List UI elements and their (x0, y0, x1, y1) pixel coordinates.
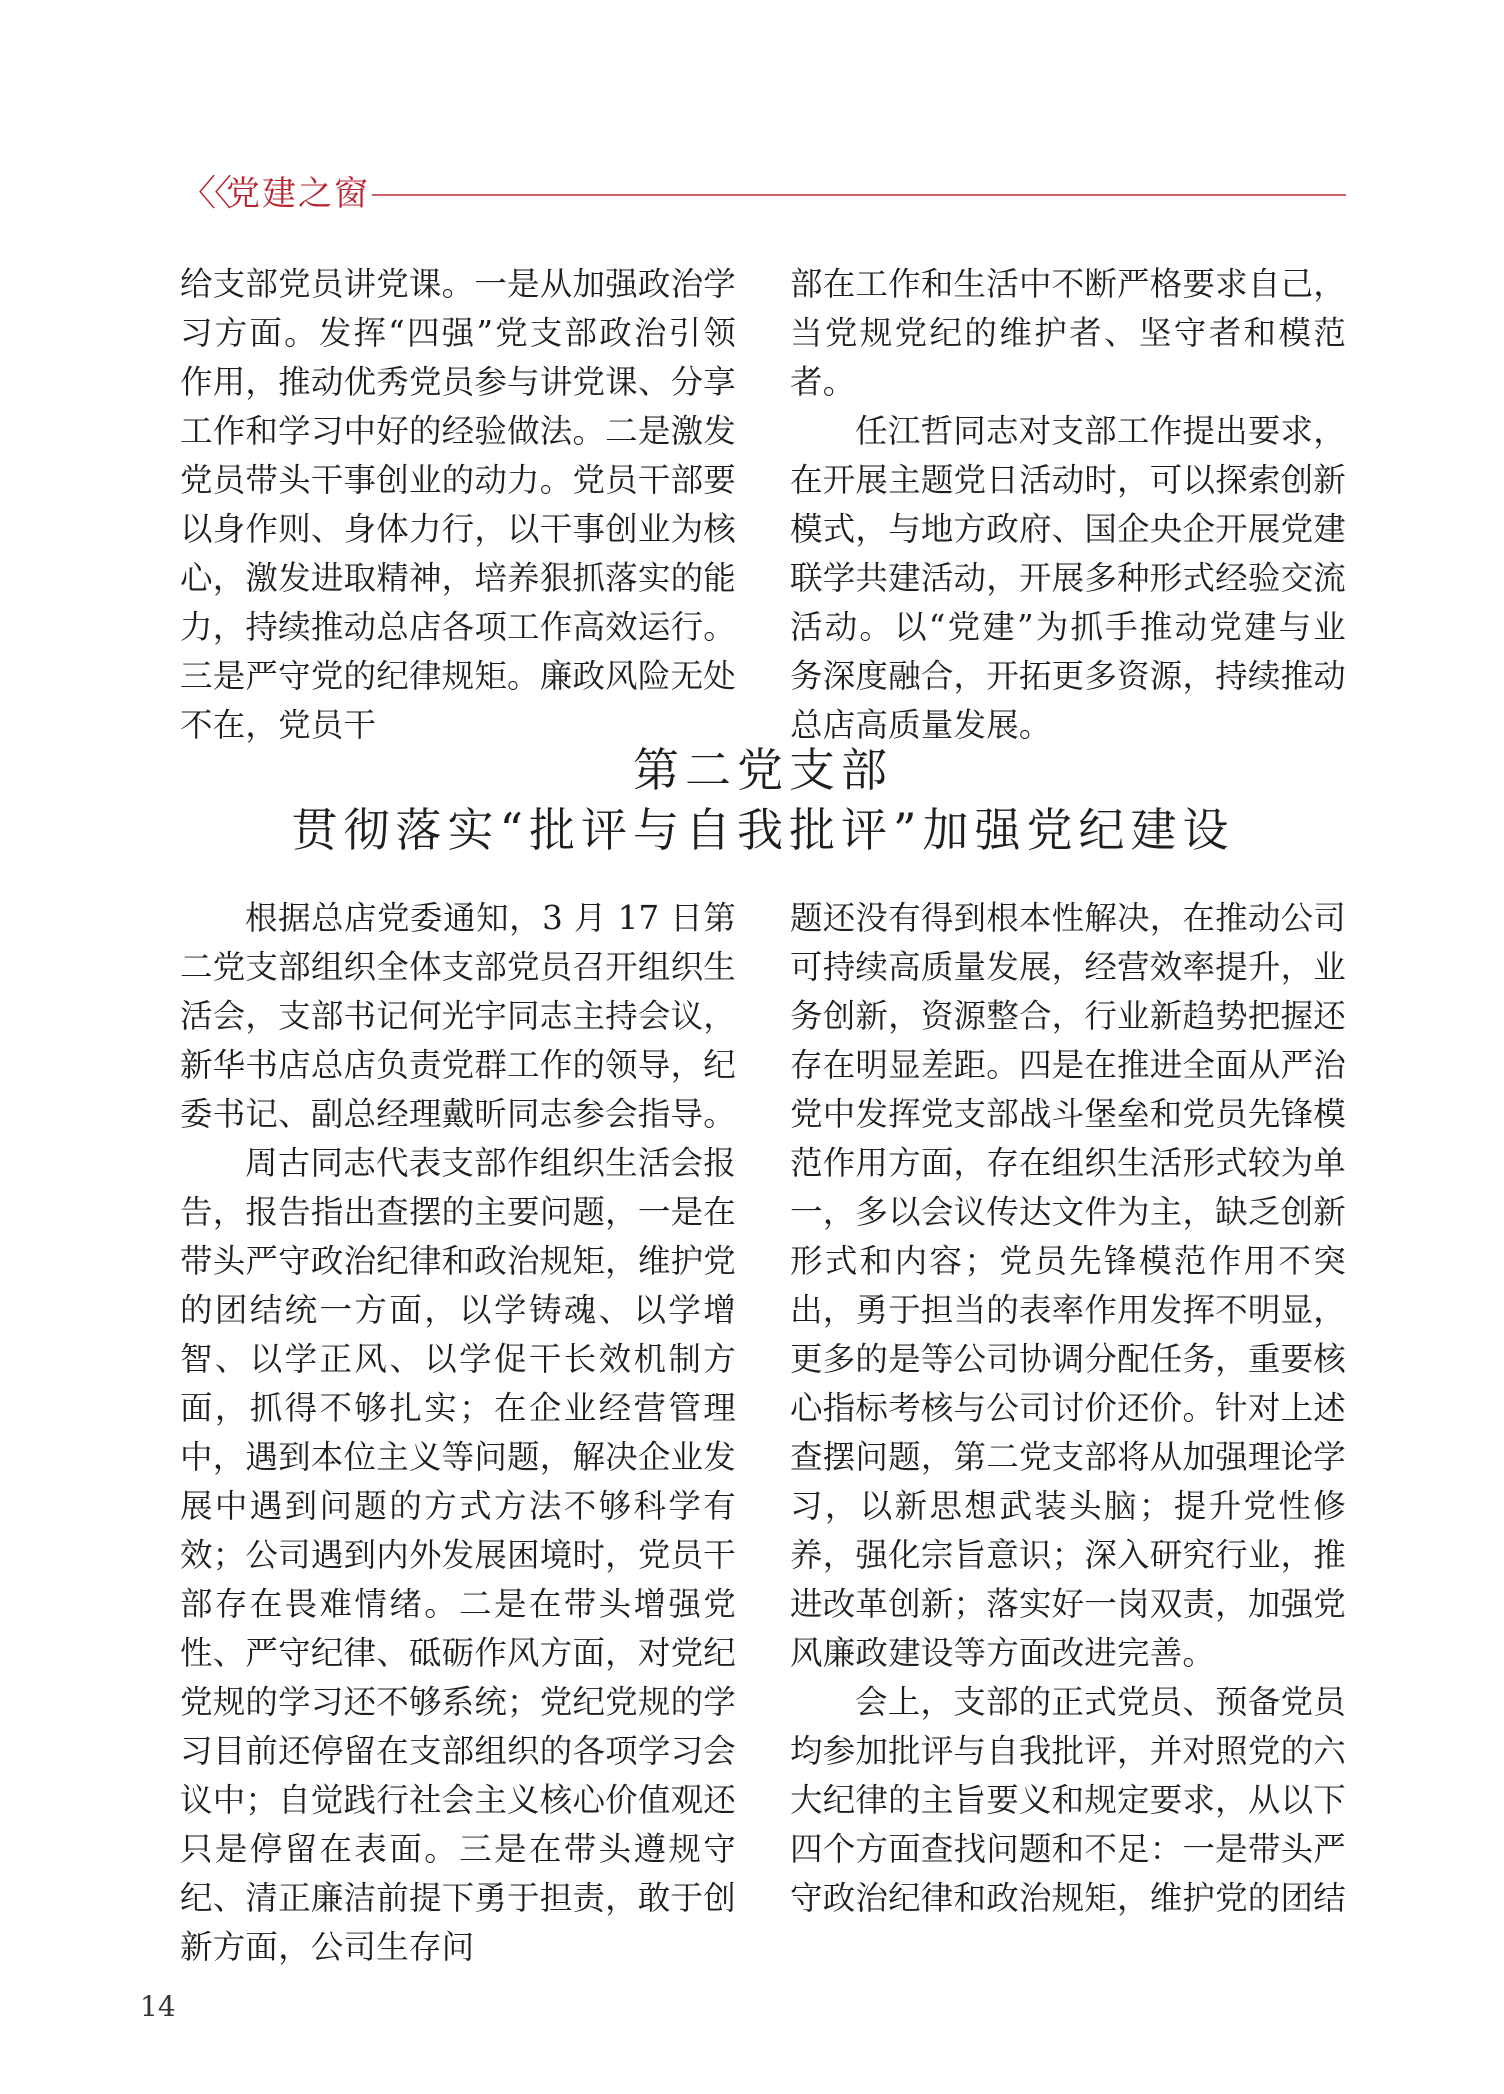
page-header (180, 170, 1346, 220)
paragraph: 会上，支部的正式党员、预备党员均参加批评与自我批评，并对照党的六大纪律的主旨要义和规定要求，从以下四个方面查找问题和不足：一是带头严守政治纪律和政治规矩，维护党的团结 (790, 1683, 1346, 1917)
paragraph: 根据总店党委通知，3 月 17 日第二党支部组织全体支部党员召开组织生活会，支部书记何光宇同志主持会议，新华书店总店负责党群工作的领导，纪委书记、副总经理戴昕同志参会指导。 (180, 899, 736, 1133)
article-column-top-left (180, 260, 736, 750)
section-subheading: 贯彻落实“批评与自我批评”加强党纪建设 (291, 803, 1235, 857)
double-chevron-left-icon: 〈〈 (180, 173, 231, 214)
paragraph: 周古同志代表支部作组织生活会报告，报告指出查摆的主要问题，一是在带头严守政治纪律和政治规矩，维护党的团结统一方面，以学铸魂、以学增智、以学正风、以学促干长效机制方面，抓得不够扎实；在企业经营管理中，遇到本位主义等问题，解决企业发展中遇到问题的方式方法不够科学有效；公司遇到内外发展困境时，党员干部存在畏难情绪。二是在带头增强党性、严守纪律、砥砺作风方面，对党纪党规的学习还不够系统；党纪党规的学习目前还停留在支部组织的各项学习会议中；自觉践行社会主义核心价值观还只是停留在表面。三是在带头遵规守纪、清正廉洁前提下勇于担责，敢于创新方面，公司生存问 (180, 1144, 736, 1966)
paragraph: 题还没有得到根本性解决，在推动公司可持续高质量发展，经营效率提升，业务创新，资源整合，行业新趋势把握还存在明显差距。四是在推进全面从严治党中发挥党支部战斗堡垒和党员先锋模范作用方面，存在组织生活形式较为单一，多以会议传达文件为主，缺乏创新形式和内容；党员先锋模范作用不突出，勇于担当的表率作用发挥不明显，更多的是等公司协调分配任务，重要核心指标考核与公司讨价还价。针对上述查摆问题，第二党支部将从加强理论学习，以新思想武装头脑；提升党性修养，强化宗旨意识；深入研究行业，推进改革创新；落实好一岗双责，加强党风廉政建设等方面改进完善。 (790, 899, 1346, 1672)
page-number: 14 (140, 1990, 176, 2023)
paragraph: 部在工作和生活中不断严格要求自己，当党规党纪的维护者、坚守者和模范者。 (790, 265, 1346, 401)
section-heading: 第二党支部 (633, 743, 893, 797)
header-rule (372, 194, 1346, 196)
article-column-bottom-left (180, 894, 736, 1972)
paragraph: 给支部党员讲党课。一是从加强政治学习方面。发挥“四强”党支部政治引领作用，推动优秀党员参与讲党课、分享工作和学习中好的经验做法。二是激发党员带头干事创业的动力。党员干部要以身作则、身体力行，以干事创业为核心，激发进取精神，培养狠抓落实的能力，持续推动总店各项工作高效运行。三是严守党的纪律规矩。廉政风险无处不在，党员干 (180, 265, 736, 744)
section-label: 党建之窗 (226, 174, 370, 214)
paragraph: 任江哲同志对支部工作提出要求，在开展主题党日活动时，可以探索创新模式，与地方政府、国企央企开展党建联学共建活动，开展多种形式经验交流活动。以“党建”为抓手推动党建与业务深度融合，开拓更多资源，持续推动总店高质量发展。 (790, 412, 1346, 744)
article-column-top-right (790, 260, 1346, 750)
article-column-bottom-right (790, 894, 1346, 1923)
